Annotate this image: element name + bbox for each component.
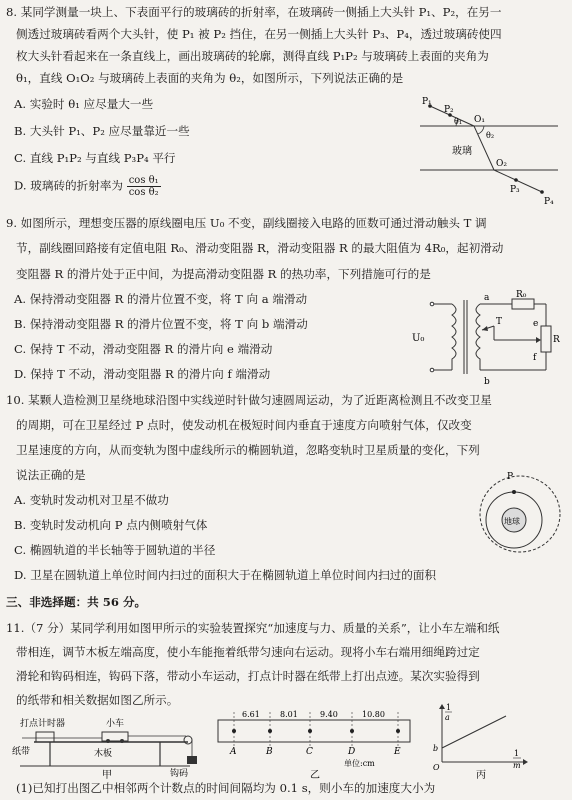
tape-point-a <box>232 729 236 733</box>
label-glass: 玻璃 <box>452 146 472 157</box>
y-label-den: a <box>445 713 450 722</box>
q9-stem-line-2: 节，副线圈回路接有定值电阻 R₀、滑动变阻器 R，滑动变阻器 R 的最大阻值为 4R₀，起初滑动 <box>16 241 504 255</box>
q11-graph-figure <box>428 700 532 780</box>
q10-option-d[interactable]: D. 卫星在圆轨道上单位时间内扫过的面积大于在椭圆轨道上单位时间内扫过的面积 <box>14 568 437 582</box>
x-label-den: m <box>513 761 521 770</box>
tape-point-b <box>268 729 272 733</box>
label-p1: P₁ <box>422 97 432 107</box>
q9-option-d[interactable]: D. 保持 T 不动，滑动变阻器 R 的滑片向 f 端滑动 <box>14 367 271 381</box>
q8-option-b[interactable]: B. 大头针 P₁、P₂ 应尽量靠近一些 <box>14 124 190 138</box>
pin-p3 <box>514 178 518 182</box>
label-f: f <box>533 353 537 363</box>
q8-stem-line-1: 8. 某同学测量一块上、下表面平行的玻璃砖的折射率，在玻璃砖一侧插上大头针 P₁、P₂，在另一 <box>6 5 502 19</box>
rheostat-slider <box>536 337 541 343</box>
x-label-num: 1 <box>514 749 520 758</box>
tape-point-e <box>396 729 400 733</box>
q9-stem-line-3: 变阻器 R 的滑片处于正中间，为提高滑动变阻器 R 的热功率，下列措施可行的是 <box>16 267 431 281</box>
q10-option-c[interactable]: C. 椭圆轨道的半长轴等于圆轨道的半径 <box>14 543 216 557</box>
label-point-e: E <box>394 747 401 757</box>
label-o2: O₂ <box>496 159 507 169</box>
q8-option-d-text: D. 玻璃砖的折射率为 <box>14 178 124 193</box>
pulley <box>184 736 192 744</box>
tape-point-c <box>308 729 312 733</box>
graph-line <box>442 716 506 748</box>
q11-stem-line-2: 带相连，调节木板左端高度，使小车能拖着纸带匀速向右运动。现将小车右端用细绳跨过定 <box>16 645 480 659</box>
label-board: 木板 <box>94 749 113 759</box>
q8-option-c[interactable]: C. 直线 P₁P₂ 与直线 P₃P₄ 平行 <box>14 151 176 165</box>
q8-stem-line-4: θ₁，直线 O₁O₂ 与玻璃砖上表面的夹角为 θ₂，如图所示，下列说法正确的是 <box>16 71 404 85</box>
secondary-coil <box>476 304 480 370</box>
q8-option-a[interactable]: A. 实验时 θ₁ 应尽量大一些 <box>14 97 154 111</box>
q8-option-d-denominator: cos θ₂ <box>128 187 159 198</box>
label-r0: R₀ <box>516 290 527 300</box>
q8-option-d-numerator: cos θ₁ <box>128 175 159 186</box>
q10-stem-line-3: 卫星速度的方向，从而变轨为图中虚线所示的椭圆轨道，忽略变轨时卫星质量的变化，下列 <box>16 443 480 457</box>
label-p3: P₃ <box>510 185 520 195</box>
q11-tape-figure <box>214 706 414 780</box>
section-3-heading: 三、非选择题：共 56 分。 <box>6 595 147 609</box>
label-u0: U₀ <box>412 333 425 344</box>
label-d3: 9.40 <box>320 710 338 719</box>
label-point-a: A <box>230 747 237 757</box>
q10-stem-line-2: 的周期，可在卫星经过 P 点时，使发动机在极短时间内垂直于速度方向喷射气体，仅改变 <box>16 418 472 432</box>
label-d2: 8.01 <box>280 710 298 719</box>
label-a: a <box>484 293 490 303</box>
q9-option-c[interactable]: C. 保持 T 不动，滑动变阻器 R 的滑片向 e 端滑动 <box>14 342 273 356</box>
label-b: b <box>433 744 439 753</box>
label-cart: 小车 <box>106 719 125 729</box>
label-timer: 打点计时器 <box>20 719 66 729</box>
q10-stem-line-4: 说法正确的是 <box>16 468 86 482</box>
cart-wheel-right <box>120 739 124 743</box>
q11-stem-line-4: 的纸带和相关数据如图乙所示。 <box>16 693 179 707</box>
label-theta1: θ₁ <box>454 117 463 126</box>
cart <box>102 732 128 741</box>
q10-option-b[interactable]: B. 变轨时发动机向 P 点内侧喷射气体 <box>14 518 208 532</box>
resistor-r0 <box>512 299 534 309</box>
q8-option-d-fraction <box>127 175 161 198</box>
q9-option-a[interactable]: A. 保持滑动变阻器 R 的滑片位置不变，将 T 向 a 端滑动 <box>14 292 308 306</box>
hook-weight <box>187 756 197 764</box>
q8-stem-line-2: 侧透过玻璃砖看两个大头针，使 P₁ 被 P₂ 挡住，在另一侧插上大头针 P₃、P₄，透过玻璃砖使四 <box>16 27 502 41</box>
label-theta2: θ₂ <box>486 131 495 140</box>
q8-refraction-diagram <box>412 96 562 220</box>
label-p: P <box>507 472 514 482</box>
q9-option-b[interactable]: B. 保持滑动变阻器 R 的滑片位置不变，将 T 向 b 端滑动 <box>14 317 308 331</box>
label-b: b <box>484 377 490 387</box>
caption-a: 甲 <box>102 770 112 780</box>
cart-wheel-left <box>106 739 110 743</box>
label-r: R <box>553 335 560 345</box>
caption-b: 乙 <box>310 770 320 780</box>
q10-stem-line-1: 10. 某颗人造检测卫星绕地球沿图中实线逆时针做匀速圆周运动，为了近距离检测且不改变卫星 <box>6 393 492 407</box>
label-earth: 地球 <box>504 517 520 526</box>
label-e: e <box>533 319 539 329</box>
label-t: T <box>496 317 503 327</box>
label-point-b: B <box>266 747 273 757</box>
tape-strip <box>218 720 410 742</box>
label-p2: P₂ <box>444 105 454 115</box>
label-unit: 单位:cm <box>344 759 375 768</box>
tape-point-d <box>350 729 354 733</box>
label-d1: 6.61 <box>242 710 260 719</box>
q11-apparatus-figure <box>10 716 200 780</box>
pin-p4 <box>540 190 544 194</box>
primary-coil <box>452 304 456 370</box>
q9-transformer-circuit <box>412 290 562 390</box>
label-point-c: C <box>306 747 313 757</box>
point-p <box>512 490 516 494</box>
q9-stem-line-1: 9. 如图所示，理想变压器的原线圈电压 U₀ 不变，副线圈接入电路的匝数可通过滑动触头 T 调 <box>6 216 487 230</box>
q11-stem-line-1: 11.（7 分）某同学利用如图甲所示的实验装置探究“加速度与力、质量的关系”，让小车左端和纸 <box>6 621 500 635</box>
label-origin: O <box>433 763 440 772</box>
q10-orbit-diagram <box>472 470 564 562</box>
q11-stem-line-3: 滑轮和钩码相连，钩码下落，带动小车运动，打点计时器在纸带上打出点迹。某次实验得到 <box>16 669 480 683</box>
label-o1: O₁ <box>474 115 485 125</box>
timer <box>36 732 54 742</box>
label-point-d: D <box>348 747 356 757</box>
label-d4: 10.80 <box>362 710 385 719</box>
y-label-num: 1 <box>446 703 452 712</box>
q8-option-d[interactable] <box>14 175 161 198</box>
rheostat-r <box>541 326 551 352</box>
q11-subquestion-1: (1)已知打出图乙中相邻两个计数点的时间间隔均为 0.1 s，则小车的加速度大小为 <box>16 781 436 795</box>
caption-c: 丙 <box>476 770 486 780</box>
label-p4: P₄ <box>544 197 554 207</box>
q8-stem-line-3: 枚大头针看起来在一条直线上，画出玻璃砖的轮廓，测得直线 P₁P₂ 与玻璃砖上表面的夹角为 <box>16 49 489 63</box>
q10-option-a[interactable]: A. 变轨时发动机对卫星不做功 <box>14 493 169 507</box>
theta2-arc <box>478 126 484 134</box>
label-weight: 钩码 <box>170 769 189 779</box>
label-tape: 纸带 <box>12 747 31 757</box>
